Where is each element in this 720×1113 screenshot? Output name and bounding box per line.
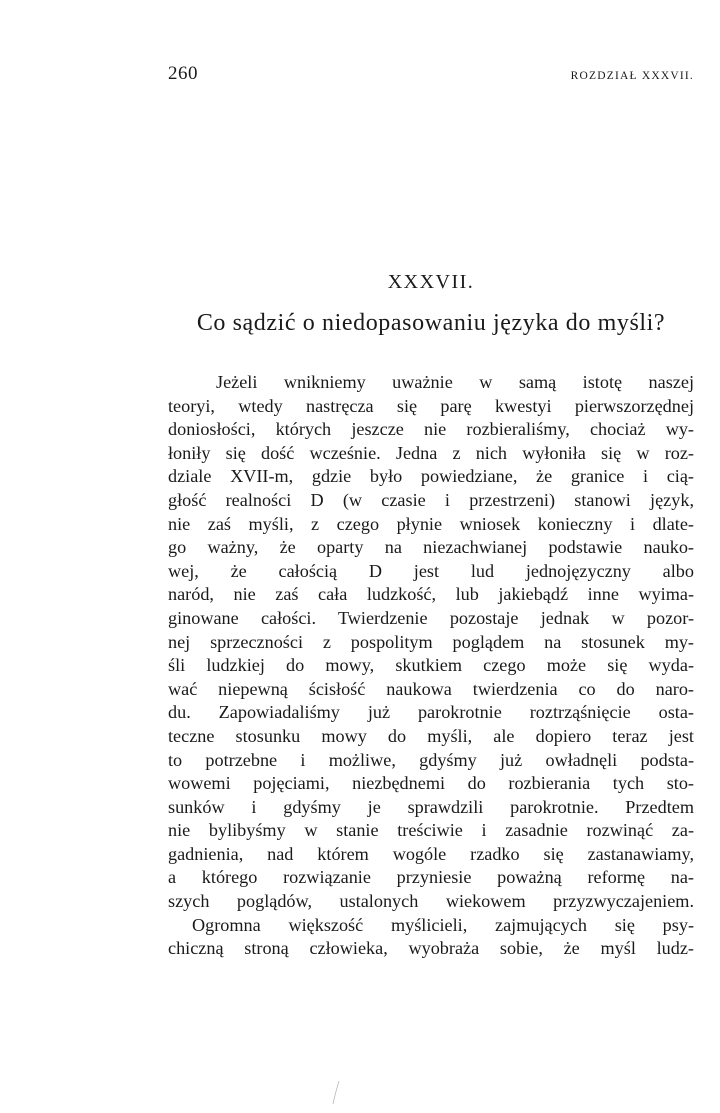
running-title: ROZDZIAŁ XXXVII.: [570, 70, 694, 82]
text-line: głość realności D (w czasie i przestrzeni) stanowi język,: [168, 489, 694, 510]
text-line: ginowane całości. Twierdzenie pozostaje jednak w pozor-: [168, 607, 694, 628]
text-line: Jeżeli wnikniemy uważnie w samą istotę naszej: [216, 372, 694, 392]
text-line: szych poglądów, ustalonych wiekowem przyzwyczajeniem.: [168, 891, 694, 912]
chapter-title: Co sądzić o niedopasowaniu języka do myśli?: [196, 310, 666, 336]
text-line: śli ludzkiej do mowy, skutkiem czego może się wyda-: [168, 655, 694, 676]
text-line: gadnienia, nad którem wogóle rzadko się zastanawiamy,: [168, 843, 694, 864]
text-line: chiczną stroną człowieka, wyobraża sobie, że myśl ludz-: [168, 938, 694, 959]
text-line: go ważny, że oparty na niezachwianej podstawie nauko-: [168, 537, 694, 558]
text-line: teoryi, wtedy nastręcza się parę kwestyi pierwszorzędnej: [168, 395, 694, 416]
text-line: sunków i gdyśmy je sprawdzili parokrotnie. Przedtem: [168, 796, 694, 817]
text-line: dziale XVII-m, gdzie było powiedziane, że granice i cią-: [168, 466, 694, 487]
text-line: nej sprzeczności z pospolitym poglądem na stosunek my-: [168, 631, 694, 652]
text-line: to potrzebne i możliwe, gdyśmy już owładnęli podsta-: [168, 749, 694, 770]
page-number: 260: [168, 63, 198, 84]
pencil-mark: [327, 1080, 345, 1106]
text-line: łoniły się dość wcześnie. Jedna z nich wyłoniła się w roz-: [168, 442, 694, 463]
text-line: a którego rozwiązanie przyniesie poważną reformę na-: [168, 867, 694, 888]
text-line: wej, że całością D jest lud jednojęzyczny albo: [168, 560, 694, 581]
text-line: wać niepewną ścisłość naukowa twierdzenia co do naro-: [168, 678, 694, 699]
text-line: teczne stosunku mowy do myśli, ale dopiero teraz jest: [168, 725, 694, 746]
running-head: [168, 63, 694, 93]
text-line: naród, nie zaś cała ludzkość, lub jakiebądź inne wyima-: [168, 584, 694, 605]
text-line: nie zaś myśli, z czego płynie wniosek konieczny i dlate-: [168, 513, 694, 534]
text-line: wowemi pojęciami, niezbędnemi do rozbierania tych sto-: [168, 773, 694, 794]
text-line: du. Zapowiadaliśmy już parokrotnie roztrząśnięcie osta-: [168, 702, 694, 723]
text-line: Ogromna większość myślicieli, zajmujących się psy-: [192, 914, 694, 935]
chapter-number: XXXVII.: [387, 271, 475, 293]
text-line: doniosłości, których jeszcze nie rozbieraliśmy, chociaż wy-: [168, 419, 694, 440]
text-line: nie bylibyśmy w stanie treściwie i zasadnie rozwinąć za-: [168, 820, 694, 841]
body-text: [168, 371, 694, 961]
